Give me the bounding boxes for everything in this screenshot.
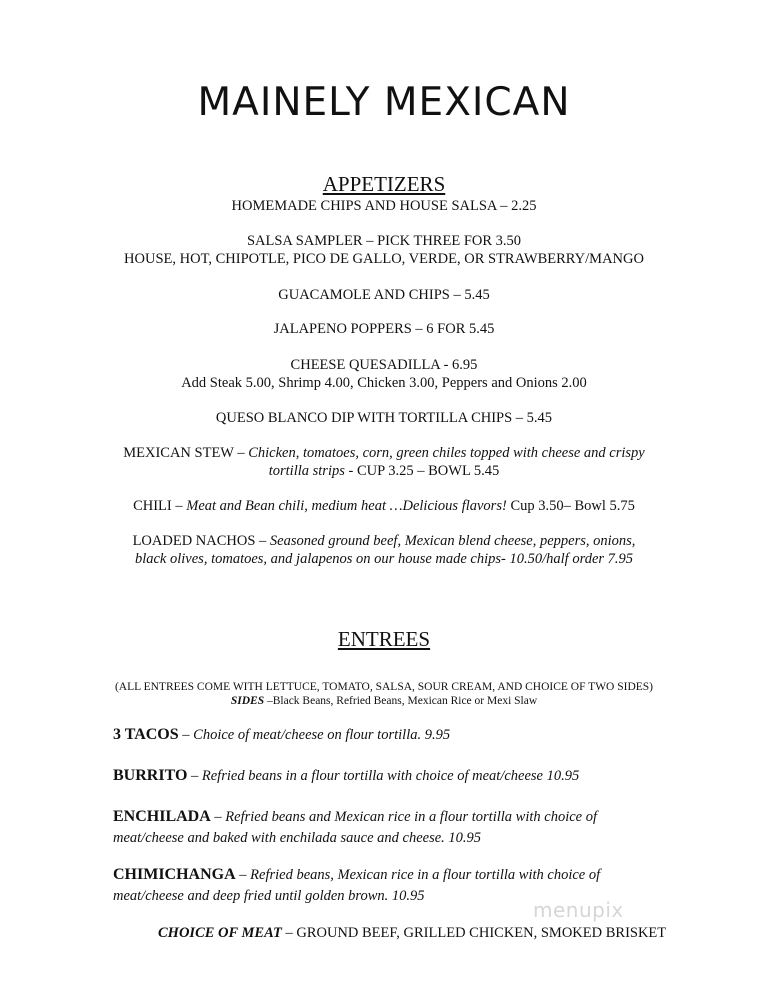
item-chili bbox=[0, 497, 768, 515]
meat-label: CHOICE OF MEAT bbox=[158, 925, 282, 941]
entree-enchilada bbox=[113, 806, 597, 849]
chili-price: Cup 3.50– Bowl 5.75 bbox=[506, 498, 635, 514]
nachos-name: LOADED NACHOS – bbox=[132, 533, 270, 549]
entree-desc: Choice of meat/cheese on flour tortilla. 9.95 bbox=[193, 727, 451, 743]
nachos-desc-2: black olives, tomatoes, and jalapenos on our house made chips- 10.50/half order 7.95 bbox=[134, 551, 634, 567]
item-quesadilla: CHEESE QUESADILLA - 6.95 bbox=[290, 357, 478, 373]
entree-dash: – bbox=[210, 809, 226, 825]
item-nachos bbox=[0, 532, 768, 550]
choice-of-meat bbox=[158, 924, 666, 942]
entree-dash: – bbox=[187, 768, 202, 784]
stew-desc-2: tortilla strips - bbox=[268, 463, 354, 479]
sides-text: –Black Beans, Refried Beans, Mexican Rice or Mexi Slaw bbox=[264, 695, 538, 707]
item-quesadilla-addons: Add Steak 5.00, Shrimp 4.00, Chicken 3.00, Peppers and Onions 2.00 bbox=[181, 375, 587, 391]
item-mexican-stew bbox=[0, 444, 768, 462]
entree-dash: – bbox=[235, 867, 251, 883]
entrees-sides bbox=[0, 694, 768, 708]
item-queso: QUESO BLANCO DIP WITH TORTILLA CHIPS – 5.45 bbox=[215, 410, 553, 426]
entrees-note: (ALL ENTREES COME WITH LETTUCE, TOMATO, SALSA, SOUR CREAM, AND CHOICE OF TWO SIDES) bbox=[114, 681, 654, 693]
entree-name: ENCHILADA bbox=[113, 808, 211, 825]
entree-name: BURRITO bbox=[113, 767, 188, 784]
entree-desc-2: meat/cheese and baked with enchilada sauce and cheese. 10.95 bbox=[113, 830, 482, 846]
item-jalapeno-poppers: JALAPENO POPPERS – 6 FOR 5.45 bbox=[273, 321, 495, 337]
stew-desc: Chicken, tomatoes, corn, green chiles topped with cheese and crispy bbox=[248, 445, 645, 461]
entree-dash: – bbox=[178, 727, 194, 743]
item-salsa-sampler-options: HOUSE, HOT, CHIPOTLE, PICO DE GALLO, VERDE, OR STRAWBERRY/MANGO bbox=[124, 251, 644, 267]
stew-name: MEXICAN STEW – bbox=[123, 445, 249, 461]
entree-name: 3 TACOS bbox=[113, 726, 179, 743]
entree-desc-2: meat/cheese and deep fried until golden brown. 10.95 bbox=[113, 888, 425, 904]
entrees-heading: ENTREES bbox=[337, 627, 431, 651]
item-salsa-sampler: SALSA SAMPLER – PICK THREE FOR 3.50 bbox=[246, 233, 522, 249]
chili-desc: Meat and Bean chili, medium heat …Delicious flavors! bbox=[186, 498, 507, 514]
item-nachos-cont bbox=[0, 550, 768, 568]
entree-chimichanga bbox=[113, 864, 600, 907]
entree-desc: Refried beans and Mexican rice in a flour tortilla with choice of bbox=[225, 809, 597, 825]
item-chips: HOMEMADE CHIPS AND HOUSE SALSA – 2.25 bbox=[231, 198, 537, 214]
appetizers-heading: APPETIZERS bbox=[322, 172, 446, 196]
item-guacamole: GUACAMOLE AND CHIPS – 5.45 bbox=[278, 287, 490, 303]
watermark: menupix bbox=[533, 898, 624, 922]
nachos-desc: Seasoned ground beef, Mexican blend cheese, peppers, onions, bbox=[269, 533, 636, 549]
entree-name: CHIMICHANGA bbox=[113, 866, 236, 883]
chili-name: CHILI – bbox=[133, 498, 187, 514]
entree-burrito bbox=[113, 765, 579, 787]
entree-desc: Refried beans in a flour tortilla with choice of meat/cheese 10.95 bbox=[201, 768, 580, 784]
meat-text: – GROUND BEEF, GRILLED CHICKEN, SMOKED BRISKET bbox=[281, 925, 667, 941]
entree-desc: Refried beans, Mexican rice in a flour tortilla with choice of bbox=[250, 867, 601, 883]
item-mexican-stew-cont bbox=[0, 462, 768, 480]
restaurant-title: MAINELY MEXICAN bbox=[197, 80, 571, 125]
entree-tacos bbox=[113, 724, 450, 746]
stew-price: CUP 3.25 – BOWL 5.45 bbox=[353, 463, 500, 479]
sides-label: SIDES bbox=[230, 695, 265, 707]
